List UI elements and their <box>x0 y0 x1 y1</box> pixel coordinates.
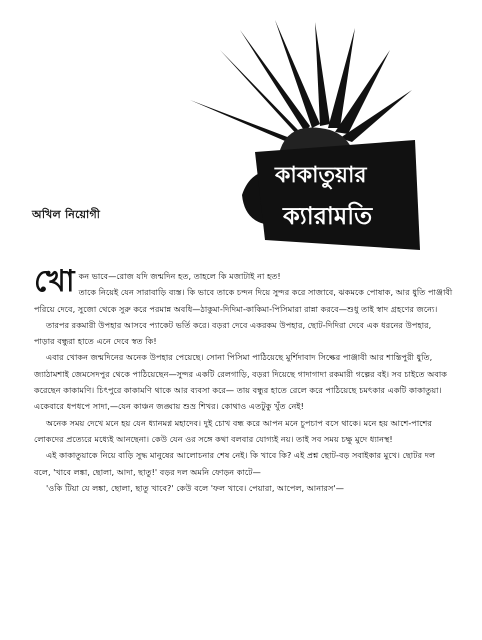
title-panel <box>255 140 420 250</box>
title-line1: কাকাতুয়ার <box>275 163 367 188</box>
p1-rest: ঝকমকে পোষাক, আর ধুতি পাঞ্জাবী পরিয়ে দেবে, সুজো থেকে সুরু করে পরমান্ন অবধি—ঠাকুমা-দিদিমা-কাকিমা-পিসিমারা রান্না করবে—শুধু তাই স্বাদ গ্রহণের জন্যে। <box>34 287 453 314</box>
drop-cap: খো <box>34 264 75 299</box>
author-name: অখিল নিয়োগী <box>32 208 101 221</box>
paragraph-5: এই কাকাতুয়াকে নিয়ে বাড়ি সুদ্ধ মানুষের আলোচনার শেষ নেই। কি খাবে কি? এই প্রশ্ন ছোট-বড় সবাইকার মুখে। ছোটর দল বলে, 'খাবে লঙ্কা, ছোলা, আদা, ছাতু!' বড়র দল অমনি ফোড়ন কাটে— <box>34 450 436 477</box>
p1-line2: তাকে নিয়েই যেন সারাবাড়ি ব্যস্ত। কি ভাবে তাকে চন্দন দিয়ে সুন্দর করে সাজাবে, <box>78 287 336 298</box>
paragraph-2: তারপর রকমারী উপহার আসবে প্যাকেট ভর্তি করে। বড়রা দেবে একরকম উপহার, ছোট-দিদিরা দেবে এক ধরনের উপহার, পাড়ার বন্ধুরা হাতে এনে দেবে স্বত কি! <box>34 319 432 347</box>
paragraph-6: 'ওকি টিয়া যে লঙ্কা, ছোলা, ছাতু খাবে?' কেউ বলে 'ফল খাবে। পেয়ারা, আপেল, আনারস'— <box>46 482 344 493</box>
crest-feathers <box>190 20 412 144</box>
article-body <box>34 264 454 496</box>
p1-line1: কন ভাবে—রোজ যদি জন্মদিন হত, তাহলে কি মজাটাই না হত! <box>78 271 281 281</box>
paragraph-1 <box>34 264 454 317</box>
title-line2: ক্যারামতি <box>283 202 373 230</box>
paragraph-4: অনেক সময় দেখে মনে হয় যেন ধ্যানমগ্ন মহাদেব। দুই চোখ বন্ধ করে আপন মনে চুপচাপ বসে থাকে। মনে হয় আশে-পাশের লোকদের প্রত্যেরে মধ্যেই আনছেনা। কেউ যেন ওর সঙ্গে কথা বলবার যোগ্যই নয়। তাই সব সময় চক্ষু মুদে ধ্যানস্থ! <box>34 417 432 444</box>
paragraph-3: এবার খোকন জন্মদিনের অনেক উপহার পেয়েছে। সোনা পিসিমা পাঠিয়েছে মুর্শিদাবাদ সিল্কের পাঞ্জাবী আর শান্তিপুরী ধুতি, জ্যাঠামশাই জেমসেদপুর থেকে পাঠিয়েছেন—সুন্দর একটি রেলগাড়ি, বড়রা দিয়েছে গাদাগাদা রকমারী গল্পের বই। সব চাইতে অবাক করেছেন কাকামণি। চিৎপুরে কাকামণি থাকে আর ব্যবসা করে— তায় বন্ধুর হাতে রেলে করে পাঠিয়েছে চমৎকার একটি কাকাতুয়া। একেবারে ধপধপে সাদা,—যেন কাঞ্চন জঙ্ঘায় শুভ্র শিখর। কোথাও এতটুকু খুঁত নেই! <box>34 352 448 412</box>
